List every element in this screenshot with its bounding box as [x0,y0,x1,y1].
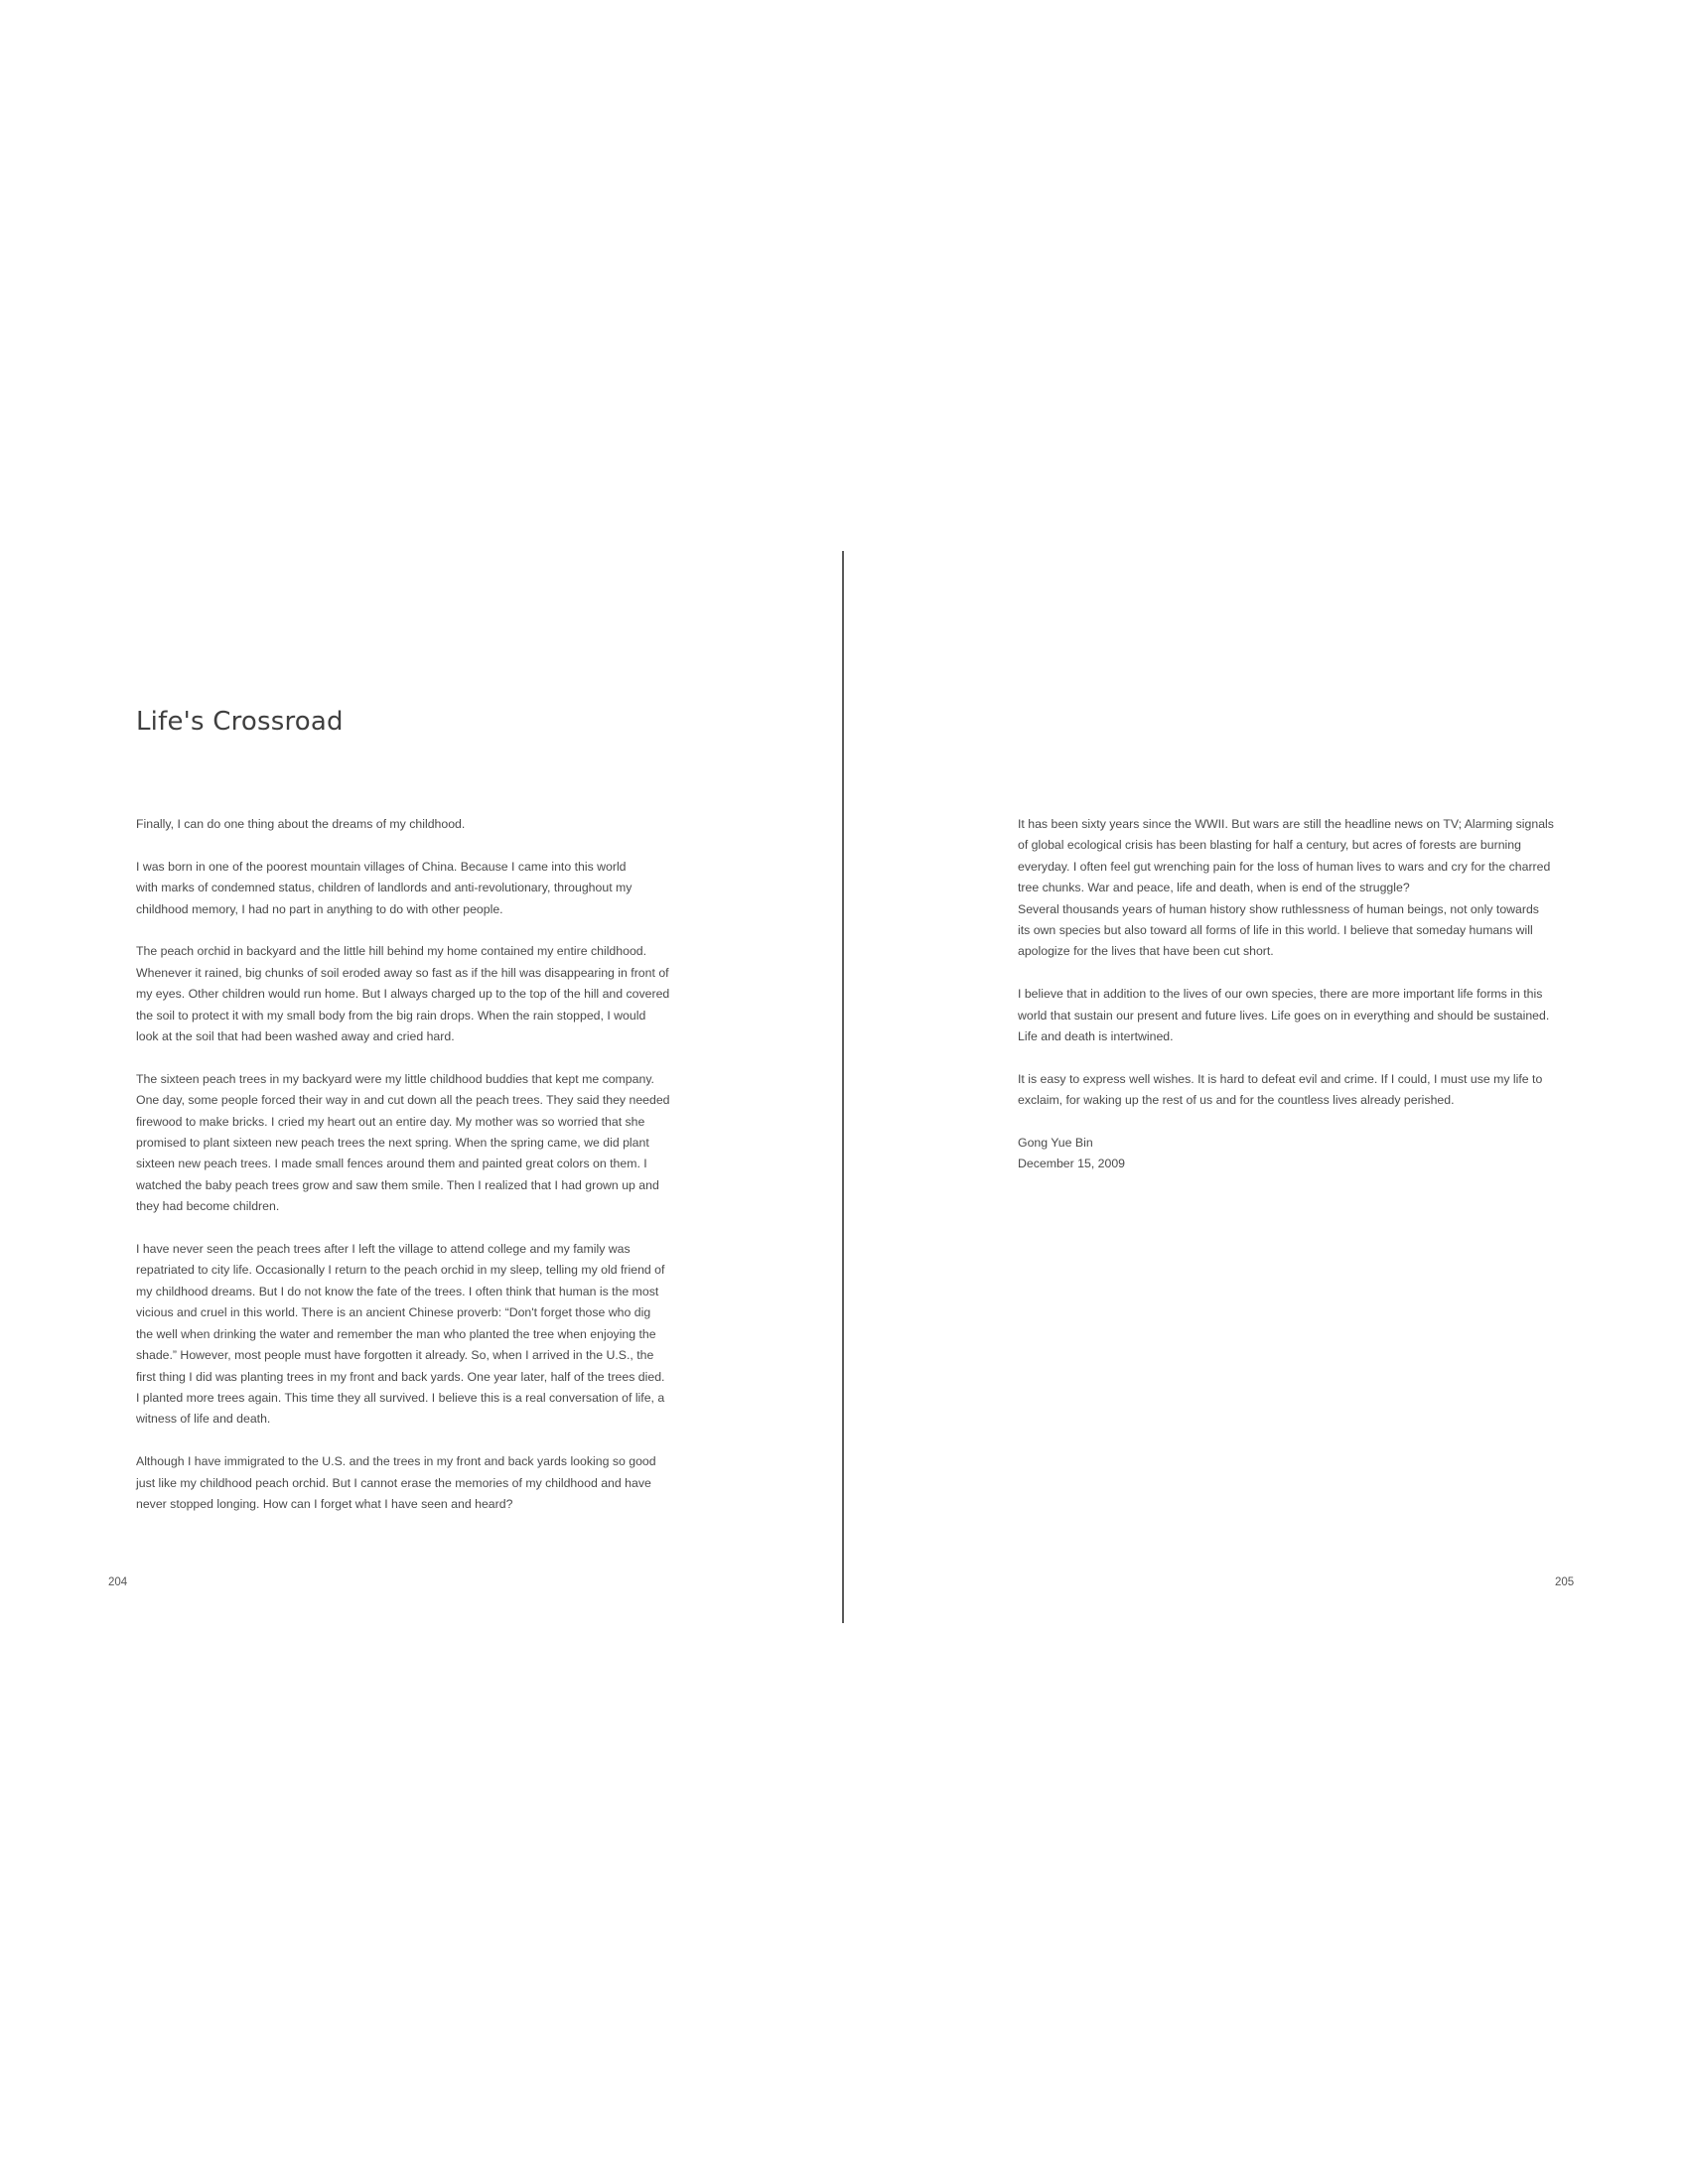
right-body-text [1018,814,1559,1175]
paragraph: It is easy to express well wishes. It is hard to defeat evil and crime. If I could, I must use my life to exclaim, for waking up the rest of us and for the countless lives already perished. [1018,1071,1543,1108]
paragraph: I was born in one of the poorest mountain villages of China. Because I came into this world with marks of condemned status, children of landlords and anti-revolutionary, throughout my childhood memory, I had no part in anything to do with other people. [136,859,633,916]
paragraph: The sixteen peach trees in my backyard were my little childhood buddies that kept me company. One day, some people forced their way in and cut down all the peach trees. They said they needed firewood to make bricks. I cried my heart out an entire day. My mother was so worried that she promised to plant sixteen new peach trees the next spring. When the spring came, we did plant sixteen new peach trees. I made small fences around them and painted great colors on them. I watched the baby peach trees grow and saw them smile. Then I realized that I had grown up and they had become children. [136,1071,670,1214]
author-name: Gong Yue Bin [1018,1136,1093,1151]
signature-block [1018,1133,1559,1175]
page-number-right: 205 [1555,1576,1575,1588]
right-page [844,0,1688,2184]
left-page [0,0,842,2184]
paragraph: I have never seen the peach trees after I left the village to attend college and my family was repatriated to city life. Occasionally I return to the peach orchid in my sleep, telling my old friend of my childhood dreams. But I do not know the fate of the trees. I often think that human is the most vicious and cruel in this world. There is an ancient Chinese proverb: “Don't forget those who dig the well when drinking the water and remember the man who planted the tree when enjoying the shade.” However, most people must have forgotten it already. So, when I arrived in the U.S., the first thing I did was planting trees in my front and back yards. One year later, half of the trees died. I planted more trees again. This time they all survived. I believe this is a real conversation of life, a witness of life and death. [136,1242,665,1427]
paragraph: The peach orchid in backyard and the little hill behind my home contained my entire childhood. Whenever it rained, big chunks of soil eroded away so fast as if the hill was disappearing in front of my eyes. Other children would run home. But I always charged up to the top of the hill and covered the soil to protect it with my small body from the big rain drops. When the rain stopped, I would look at the soil that had been washed away and cried hard. [136,944,670,1044]
page-number-left: 204 [108,1576,128,1588]
paragraph: Although I have immigrated to the U.S. and the trees in my front and back yards looking so good just like my childhood peach orchid. But I cannot erase the memories of my childhood and have never stopped longing. How can I forget what I have seen and heard? [136,1454,656,1511]
paragraph: It has been sixty years since the WWII. But wars are still the headline news on TV; Alarming signals of global ecological crisis has been blasting for half a century, but acres of forests are burning everyday. I often feel gut wrenching pain for the loss of human lives to wars and cry for the charred tree chunks. War and peace, life and death, when is end of the struggle? Several thousands years of human history show ruthlessness of human beings, not only towards its own species but also toward all forms of life in this world. I believe that someday humans will apologize for the lives that have been cut short. [1018,817,1554,959]
page-title: Life's Crossroad [136,707,344,737]
left-body-text [136,814,677,1537]
paragraph: Finally, I can do one thing about the dreams of my childhood. [136,817,466,831]
signature-date: December 15, 2009 [1018,1157,1126,1171]
paragraph: I believe that in addition to the lives of our own species, there are more important life forms in this world that sustain our present and future lives. Life goes on in everything and should be sustained. Life and death is intertwined. [1018,987,1550,1044]
